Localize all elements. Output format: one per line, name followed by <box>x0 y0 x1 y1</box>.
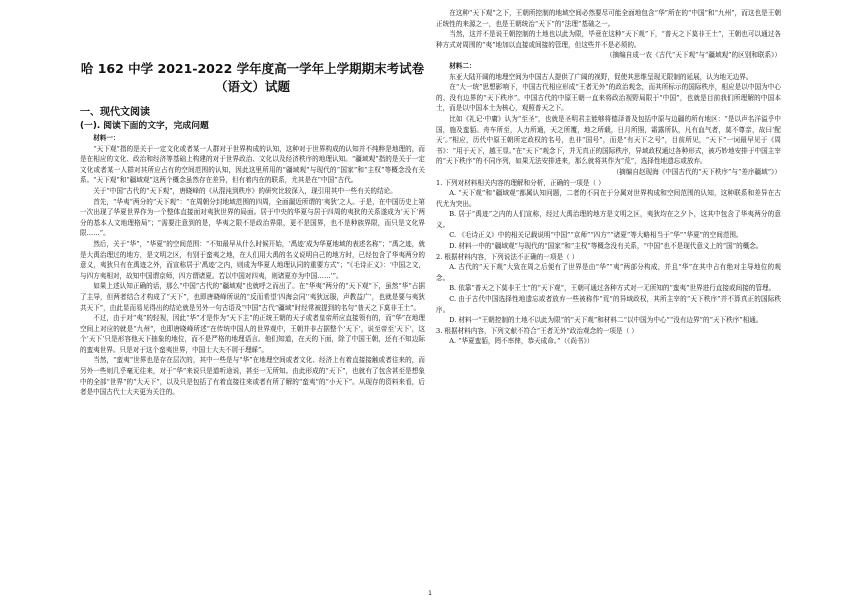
section-heading: 一、现代文阅读 <box>80 107 150 118</box>
question-line: 3. 根据材料内容，下列文献不符合“王者无外”政治观念的一项是（ ） <box>436 326 638 335</box>
paragraph: 首先，“华夷”两分的“天下观”：“在周朝分封地域范围的四周，全面漏近所谓的‘夷狄’之人。于是，在中国历史上第一次出现了华夏世界作为一个整体直接面对夷狄世界的局面。居于中央的华夏与居于四周的夷狄的关系遂成为‘天下’两分的基本人文地理格局”；“需要注意到的是，华夷之限不是政治界限，更不是国界，也不是种族界限，而只是文化界限……”。 <box>80 197 425 238</box>
question-option: A. “天下观”和“疆域观”都属认知问题，二者的不同在于分属对世界构成和空间范围的认知，这种联系和差异在古代尤为突出。 <box>436 189 781 208</box>
question-option: D. 材料一中的“疆域观”与现代的“国家”和“主权”等概念没有关系，“中国”也不是现代意义上的“国”的概念。 <box>449 242 763 251</box>
left-column <box>80 60 425 398</box>
paragraph: 当然，“蛮夷”世界也是存在层次的，其中一些是与“华”在地理空间或者文化、经济上有着直接接触或者往来的，而另外一些则几乎毫无往来，对于“华”来说只是道听途说，甚至一无所知。由此形成的“天下”，也就有了包含甚至是想象中的全部“世界”的“大天下”，以及只是包括了有着直接往来或者有所了解的“蛮夷”的“小天下”。从现存的资料来看，后者是中国古代士大夫更为关注的。 <box>80 356 425 397</box>
exam-title <box>80 60 425 96</box>
source-citation-2: （摘编自赵现海《中国古代的“天下秩序”与“差序疆域”》） <box>612 167 781 176</box>
question-option: A. “华夏蛮貊，罔不率俾，恭天成命。”（《尚书》） <box>449 337 594 346</box>
subsection-heading: (一). 阅读下面的文字，完成问题 <box>80 121 209 131</box>
paragraph: 不过，由于对“夷”的轻视，因此“华”才是作为“天下主”的正统王朝的天子或者皇帝所应直接领有的，而“华”在地理空间上对应的就是“九州”，也即唐晓峰所述“在传统中国人的世界观中，王朝并非占据整个‘天下’，说至帝至‘天下’，这个‘天下’只是形容他天下抽象的地位，而不是严格的地理语言。他们知道，在天的下面，除了中国王朝，还有不知边际的蛮夷世界。只是对于这个蛮夷世界，中国士大夫不屑于理睬”。 <box>80 314 425 354</box>
source-citation-1: （摘编自成一农《古代“天下观”与“疆域观”的区别和联系》） <box>605 51 781 60</box>
paragraph: 关于“中国”古代的“天下观”，唐晓峰的《从混沌到秩序》的研究比较深入，现引用其中一些有关的结论。 <box>93 186 397 195</box>
question-line: 1. 下列对材料相关内容的理解和分析，正确的一项是（ ） <box>436 178 605 187</box>
title-line-2: （语文）试题 <box>214 79 290 94</box>
paragraph: 当然，这并不是说王朝控制的土地也以此为限，毕竟在这种“天下观”下，“普天之下莫非王土”，王朝也可以通过各种方式对周围的“夷”地加以直接或间接的管理，但这些并不是必须的。 <box>436 30 781 49</box>
question-line: 2. 根据材料内容，下列说法不正确的一项是（ ） <box>436 252 579 261</box>
paragraph: 比如《礼记·中庸》认为“至圣”，也就是圣明君主能够将德泽普及包括中原与边疆的所有地区：“是以声名洋溢乎中国，施及蛮貊。舟车所至，人力所通，天之所覆，地之所载，日月所照，霜露所队，凡有血气者，莫不尊亲，故曰‘配天’。”相应，历代中原王朝所定政权的名号，也非“国号”，而是“有天下之号”，目前所见，“天下”一词最早见于《周书》：“用于天下，越王显。”在“天下”观念下，并无真正的国际秩序，异域政权通过各种形式，被巧妙地安排于中国主宰的“天下秩序”的不同序列，如果无法安排进来，那么就将其作为“荒”，选择性地遗忘或放弃。 <box>436 114 781 166</box>
paragraph: 然后，关于“华”，“华夏”的空间范围：“不知最早从什么时候开始，‘禹迹’成为华夏地域的表述名称”；“禹之迹，就是大禹治理过的地方，是文明之区，有别于蛮夷之地，在人们用大禹的名义说明自己的地方时，已经包含了华夷两分的意义，夷狄只有在禹迹之外，而宣称居于‘禹迹’之内，则成为华夏人地理认同的重要方式”；“《毛诗正义》：‘中国之文，与四方夷相对，故知中国谓京师，四方谓诸夏。若以中国对四夷，则诸夏亦为中国……’”。 <box>80 239 425 280</box>
question-option: D. 材料一“王朝控制的土地不以此为限”的“天下观”和材料二“以中国为中心”“没有边界”的“天下秩序”相通。 <box>449 316 763 325</box>
paragraph: 如果上述认知正确的话，那么“中国”古代的“疆域观”也就呼之而出了。在“华夷”两分的“天下观”下，虽然“华”占据了主导，但两者结合才构成了“天下”，也即唐晓峰所说的“反而希望‘四海会同’‘夷狄远服，声教益广’，也就是要与夷狄共天下”，由此显而易见得出的结论就是另外一句古语及“中国”古代“疆域”时经常被提到的名句“普天之下莫非王土”。 <box>80 282 425 312</box>
right-column <box>436 8 781 347</box>
paragraph: 东亚大陆开阔的地理空间为中国古人提供了广阔的视野，促使其思维呈现无限制的延展，认为地无边界。 <box>449 72 753 81</box>
question-option: C. 由于古代中国选择性地遗忘或者放弃一些被称作“荒”的异域政权，其所主宰的“天下秩序”并不算真正的国际秩序。 <box>436 295 781 314</box>
paragraph: “天下观”指的是关于一定文化或者某一人群对于世界构成的认知，这种对于世界构成的认知并不纯粹是地理的，而是在相应的文化、政治和经济等基础上构建的对于世界政治、文化以及经济秩序的地理认知。“疆域观”指的是关于一定文化或者某一人群对其所应占有的空间范围的认知，因此这里所用的“疆域观”与现代的“国家”和“主权”等概念没有关系。“天下观”和“疆域观”这两个概念虽然存在差异，但有着内在的联系，尤其是在“中国”古代。 <box>80 144 425 185</box>
question-option: B. 依靠“普天之下莫非王土”的“天下观”，王朝可通过各种方式对一无所知的“蛮夷”世界进行直接或间接的管理。 <box>449 284 776 293</box>
material-1-label: 材料一： <box>93 134 120 142</box>
title-line-1: 哈 162 中学 2021-2022 学年度高一学年上学期期末考试卷 <box>80 61 425 76</box>
question-option: C. 《毛诗正义》中的相关记载说明“中国”“京师”“四方”“诸夏”等大略相当于“华”“华夏”的空间范围。 <box>449 231 743 240</box>
question-option: A. 古代的“天下观”大致在周之后便有了世界是由“华”“夷”两部分构成，并且“华”在其中占有绝对主导地位的观念。 <box>436 263 781 282</box>
question-option: B. 居于“禹迹”之内的人们宣称，经过大禹治理的地方是文明之区，夷狄均在之夕卜，这其中包含了华夷两分的意义。 <box>436 210 781 229</box>
material-2-label: 材料二： <box>449 61 476 70</box>
paragraph: 在这种“天下观”之下，王朝所控制的地域空间必然要尽可能全面地包含“华”所在的“中国”和“九州”，而这也是王朝正统性的来源之一，也是王朝统治“天下”的“法理”基础之一。 <box>436 9 781 28</box>
paragraph: 在“大一统”思想影响下，中国古代相应形成“王者无外”的政治观念，而其所标示的国际秩序，相应是以中国为中心的、没有边界的“天下秩序”。中国古代的中原王朝一直来将政治视野局限于“中国”，也就是目前我们所理解的中国本土，而是以中国本土为核心，观照普天之下。 <box>436 83 781 113</box>
page-number: 1 <box>428 590 432 597</box>
